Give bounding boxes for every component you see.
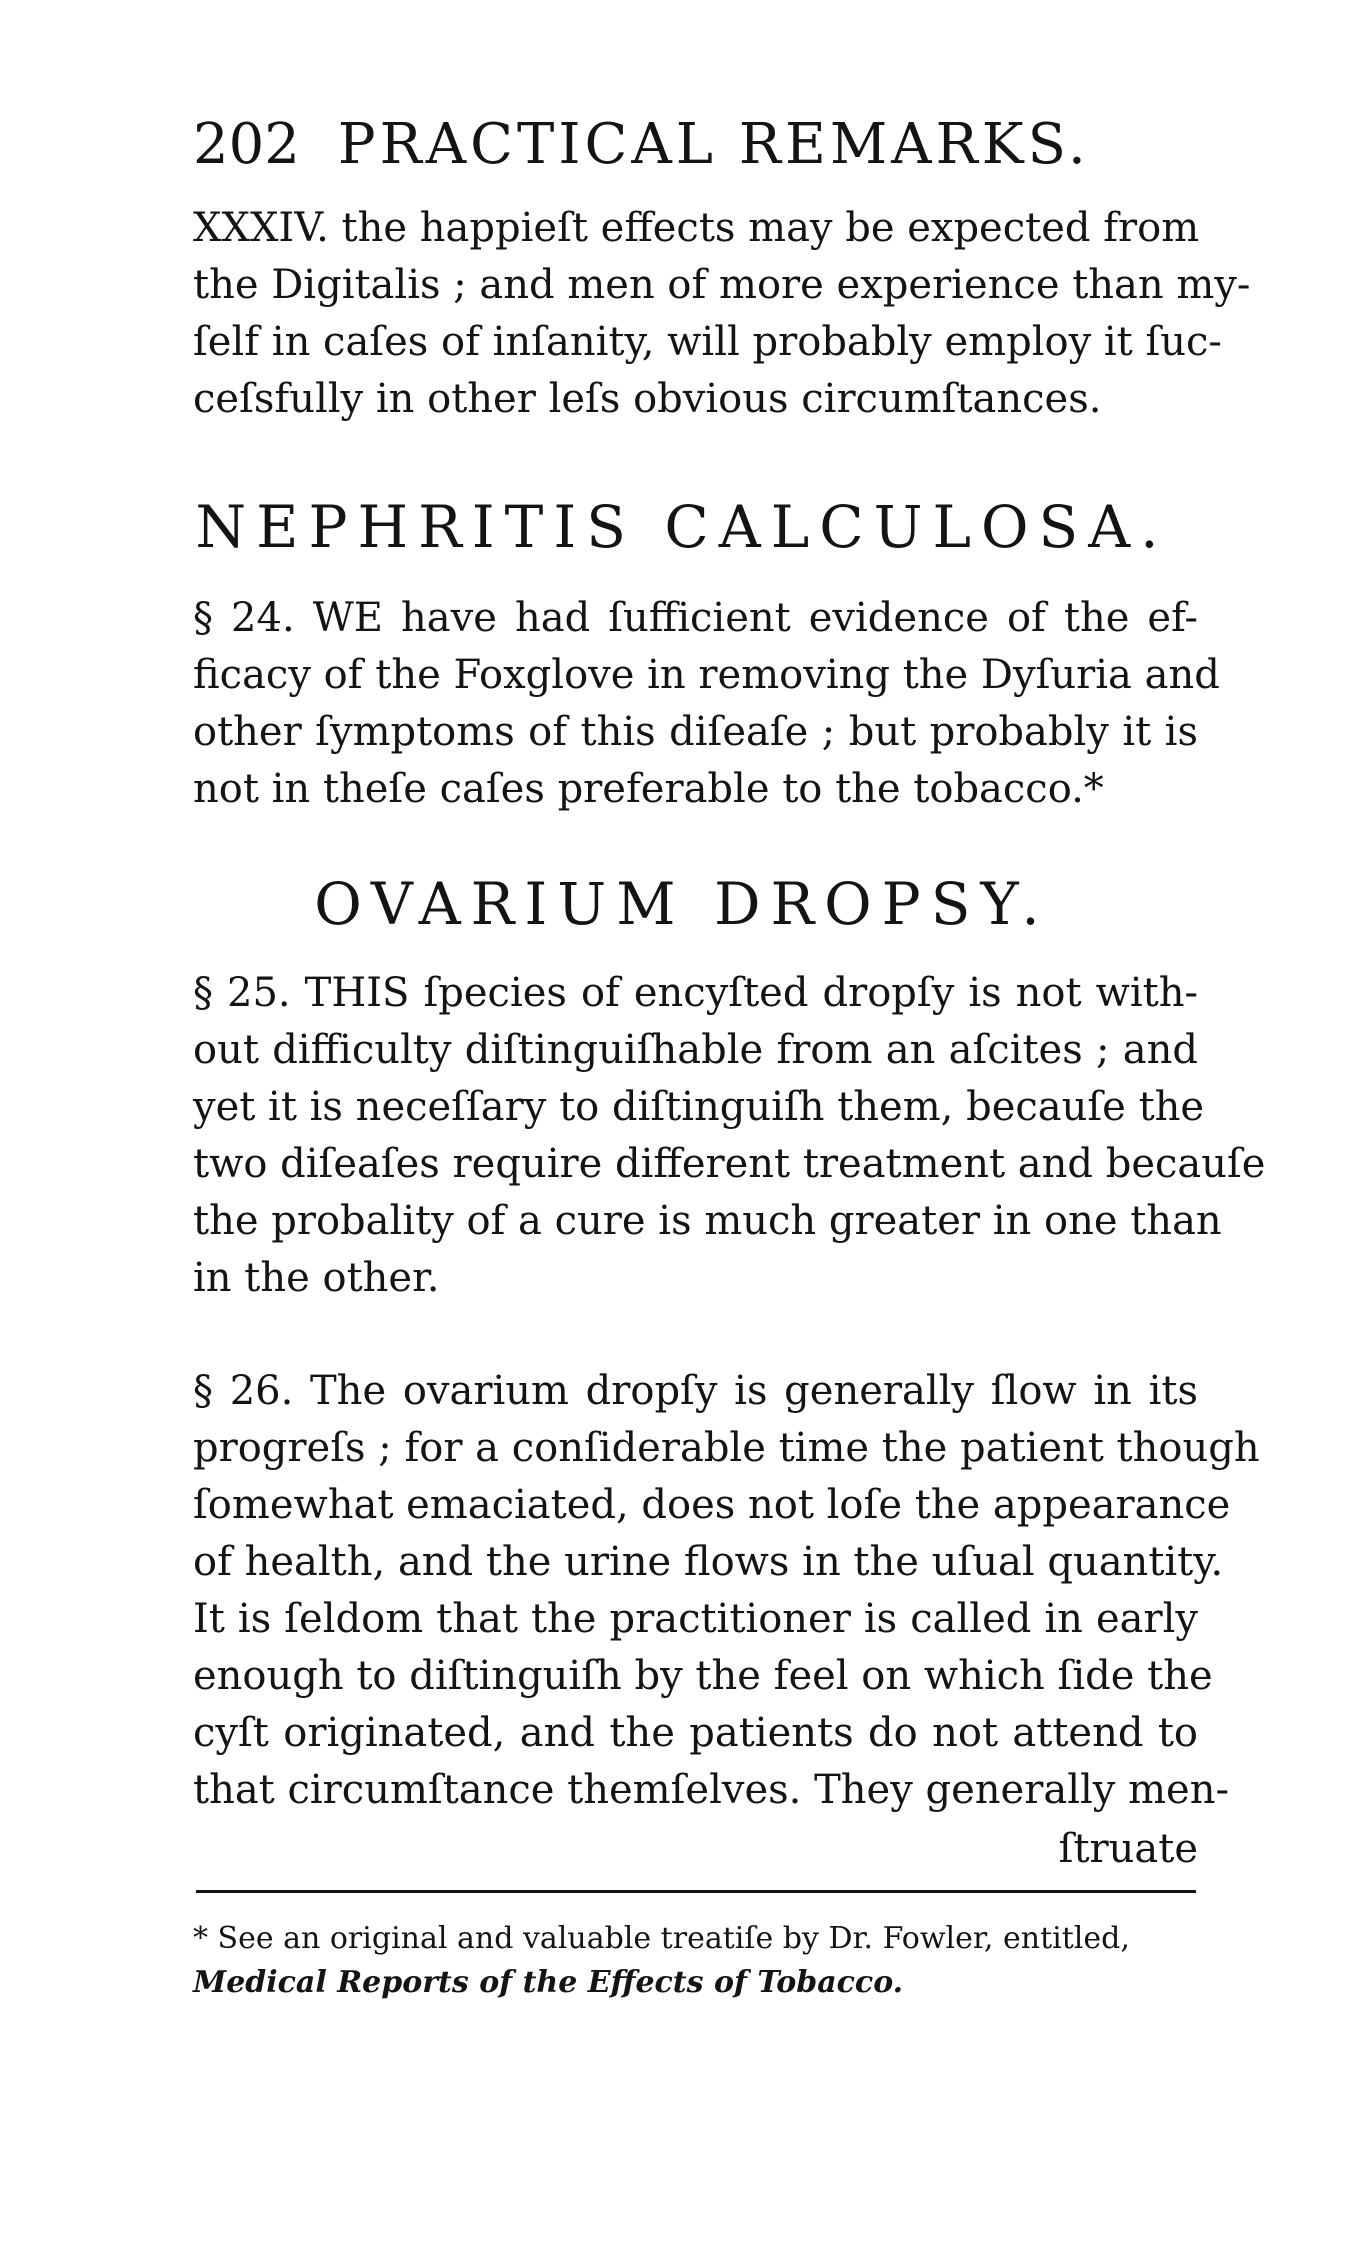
paragraph-25 — [193, 965, 1266, 1307]
text-line: ſomewhat emaciated, does not loſe the appearance — [193, 1482, 1231, 1528]
text-line: the Digitalis ; and men of more experience than my- — [193, 262, 1251, 308]
text-line: ceſsfully in other leſs obvious circumſtances. — [193, 376, 1102, 422]
text-line: ſelf in caſes of inſanity, will probably employ it ſuc- — [193, 319, 1222, 365]
text-line: It is ſeldom that the practitioner is called in early — [193, 1596, 1198, 1642]
text-line: not in theſe caſes preferable to the tobacco.* — [193, 766, 1104, 812]
text-line: the probality of a cure is much greater in one than — [193, 1198, 1222, 1244]
text-line: ficacy of the Foxglove in removing the Dyſuria and — [193, 652, 1220, 698]
text-line: § 25. THIS ſpecies of encyſted dropſy is not with- — [193, 970, 1198, 1016]
running-header — [193, 112, 1090, 177]
text-line: progreſs ; for a conſiderable time the patient though — [193, 1425, 1260, 1471]
text-line: yet it is neceſſary to diſtinguiſh them, becauſe the — [193, 1084, 1205, 1130]
running-title: PRACTICAL REMARKS. — [337, 112, 1090, 177]
text-line: out difficulty diſtinguiſhable from an aſcites ; and — [193, 1027, 1198, 1073]
paragraph-26 — [193, 1363, 1260, 1819]
catchword: ſtruate — [1058, 1826, 1198, 1872]
text-line: that circumſtance themſelves. They generally men- — [193, 1767, 1229, 1813]
text-line: enough to diſtinguiſh by the feel on which ſide the — [193, 1653, 1213, 1699]
footnote-line-1: * See an original and valuable treatiſe by Dr. Fowler, entitled, — [193, 1921, 1130, 1956]
text-line: cyſt originated, and the patients do not attend to — [193, 1710, 1198, 1756]
text-line: of health, and the urine flows in the uſual quantity. — [193, 1539, 1224, 1585]
text-line: two diſeaſes require different treatment and becauſe — [193, 1141, 1266, 1187]
section-heading-nephritis: NEPHRITIS CALCULOSA. — [195, 493, 1169, 561]
intro-paragraph — [193, 200, 1251, 428]
footnote-line-2: Medical Reports of the Effects of Tobacco. — [193, 1965, 904, 2000]
paragraph-24 — [193, 590, 1220, 818]
text-line: other ſymptoms of this diſeaſe ; but probably it is — [193, 709, 1198, 755]
text-line: in the other. — [193, 1255, 440, 1301]
text-line: § 26. The ovarium dropſy is generally ſlow in its — [193, 1368, 1198, 1414]
text-line: XXXIV. the happieſt effects may be expected from — [193, 205, 1200, 251]
footnote-rule — [196, 1890, 1196, 1893]
text-line: § 24. WE have had ſufficient evidence of the ef- — [193, 595, 1198, 641]
page-number: 202 — [193, 112, 300, 177]
section-heading-ovarium: OVARIUM DROPSY. — [314, 870, 1050, 938]
